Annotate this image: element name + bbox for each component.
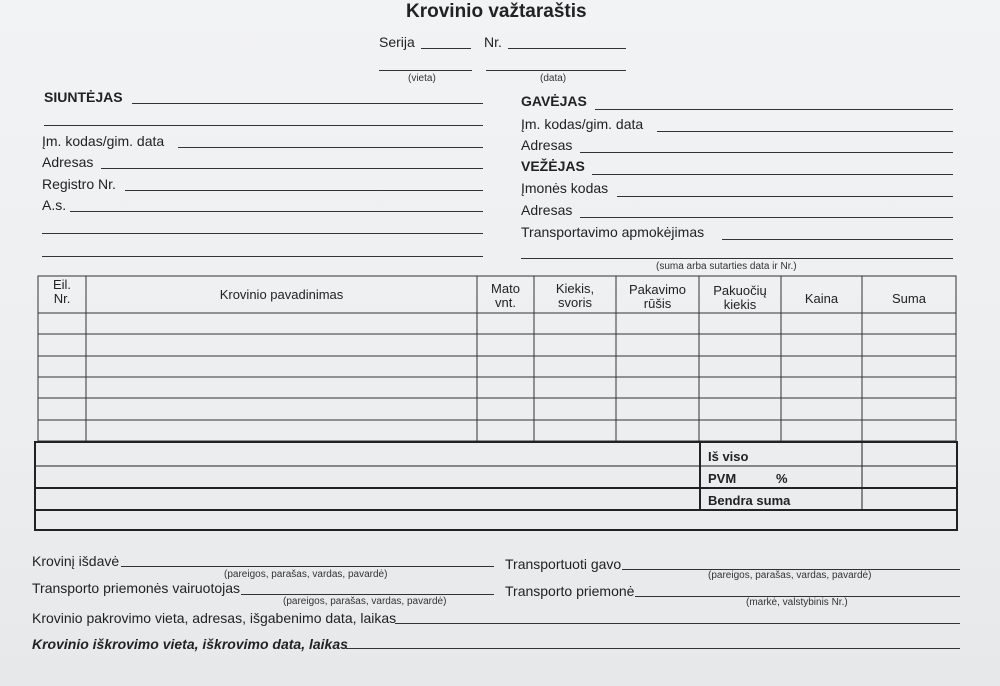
sender-address-label: Adresas: [42, 154, 94, 170]
sender-code-label: Įm. kodas/gim. data: [42, 133, 165, 149]
data-caption: (data): [540, 73, 567, 84]
col-header-package-count: Pakuočių kiekis: [713, 283, 767, 312]
col-header-row-number: Eil. Nr.: [52, 277, 72, 306]
received-label: Transportuoti gavo: [505, 556, 622, 572]
issued-field[interactable]: [121, 566, 494, 567]
sender-heading: SIUNTĖJAS: [44, 89, 123, 105]
issued-caption: (pareigos, parašas, vardas, pavardė): [224, 569, 388, 580]
carrier-address-label: Adresas: [521, 202, 573, 218]
receiver-code-label: Įm. kodas/gim. data: [521, 116, 644, 132]
carrier-payment-label: Transportavimo apmokėjimas: [521, 224, 705, 240]
driver-field[interactable]: [241, 594, 494, 595]
col-header-price: Kaina: [804, 291, 839, 306]
carrier-code-label: Įmonės kodas: [521, 180, 609, 196]
carrier-heading: VEŽĖJAS: [521, 158, 585, 174]
total-all-label: Iš viso: [708, 449, 749, 464]
driver-label: Transporto priemonės vairuotojas: [32, 580, 241, 596]
sender-account-label: A.s.: [42, 197, 67, 213]
receiver-heading: GAVĖJAS: [521, 93, 587, 109]
sender-registry-label: Registro Nr.: [42, 176, 116, 192]
serija-label: Serija: [379, 34, 415, 50]
unloading-field[interactable]: [346, 648, 960, 649]
page-title: Krovinio važtaraštis: [406, 1, 587, 22]
col-header-quantity-weight: Kiekis, svoris: [555, 281, 595, 310]
col-header-packaging-type: Pakavimo rūšis: [628, 282, 687, 311]
vat-label: PVM: [708, 471, 737, 486]
col-header-unit: Mato vnt.: [491, 281, 520, 310]
col-header-goods-name: Krovinio pavadinimas: [219, 287, 344, 302]
issued-label: Krovinį išdavė: [32, 553, 120, 569]
unloading-label: Krovinio iškrovimo vieta, iškrovimo data, laikas: [32, 636, 348, 652]
loading-field[interactable]: [395, 623, 960, 624]
grand-total-label: Bendra suma: [708, 493, 791, 508]
received-caption: (pareigos, parašas, vardas, pavardė): [708, 570, 872, 581]
vehicle-label: Transporto priemonė: [505, 583, 635, 599]
nr-label: Nr.: [484, 34, 502, 50]
vehicle-caption: (markė, valstybinis Nr.): [746, 597, 848, 608]
carrier-payment-caption: (suma arba sutarties data ir Nr.): [656, 261, 797, 272]
col-header-sum: Suma: [892, 291, 926, 306]
driver-caption: (pareigos, parašas, vardas, pavardė): [283, 596, 447, 607]
loading-label: Krovinio pakrovimo vieta, adresas, išgabenimo data, laikas: [32, 610, 397, 626]
vat-percent-sign: %: [776, 471, 788, 486]
vieta-caption: (vieta): [408, 73, 436, 84]
receiver-address-label: Adresas: [521, 137, 573, 153]
